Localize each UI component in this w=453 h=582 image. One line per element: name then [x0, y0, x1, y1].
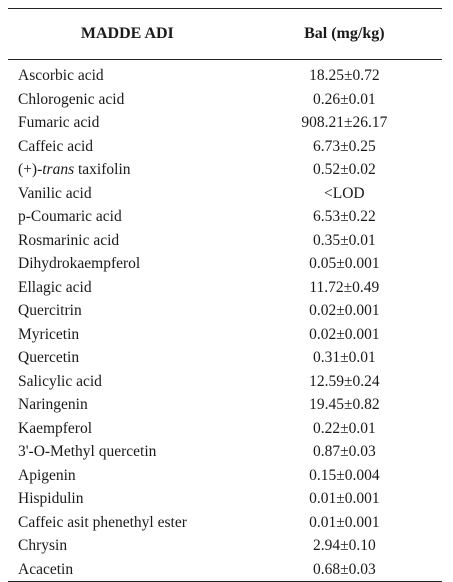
table-row [8, 182, 442, 206]
header-honey-value: Bal (mg/kg) [304, 25, 385, 42]
header-compound-name: MADDE ADI [80, 25, 174, 42]
honey-value-cell: 0.01±0.001 [309, 513, 380, 531]
honey-value-cell: 0.87±0.03 [312, 443, 376, 460]
honey-value-cell: 6.53±0.22 [312, 208, 376, 225]
table-row [8, 346, 442, 370]
honey-value-cell: 0.52±0.02 [312, 161, 376, 178]
table-row [8, 417, 442, 441]
honey-value-cell: 18.25±0.72 [309, 67, 380, 84]
compound-name-cell: Ascorbic acid [18, 67, 104, 84]
table-row [8, 323, 442, 347]
table-row [8, 276, 442, 300]
compound-name-cell: Vanilic acid [18, 184, 92, 202]
data-table-container [8, 8, 442, 582]
honey-value-cell: 0.22±0.01 [312, 419, 376, 437]
compound-name-cell: Chrysin [18, 537, 68, 554]
honey-value-cell: 11.72±0.49 [309, 278, 380, 296]
honey-value-cell: 0.02±0.001 [309, 302, 380, 319]
honey-value-cell: 0.26±0.01 [312, 90, 376, 108]
compound-table-body [8, 60, 442, 581]
honey-value-cell: 12.59±0.24 [309, 372, 380, 390]
table-row [8, 487, 442, 511]
table-row [8, 440, 442, 464]
table-row [8, 229, 442, 253]
table-row [8, 393, 442, 417]
table-row [8, 158, 442, 182]
table-row [8, 534, 442, 558]
table-row [8, 135, 442, 159]
table-row [8, 111, 442, 135]
honey-value-cell: 2.94±0.10 [312, 537, 376, 554]
table-row [8, 88, 442, 112]
honey-value-cell: 0.02±0.001 [309, 325, 380, 343]
honey-value-cell: 0.15±0.004 [309, 466, 380, 484]
table-row [8, 464, 442, 488]
compound-table [8, 9, 442, 59]
compound-name-cell: Myricetin [18, 325, 80, 343]
compound-name-cell: Salicylic acid [18, 372, 102, 390]
table-row [8, 299, 442, 323]
honey-value-cell: 0.05±0.001 [309, 255, 380, 272]
compound-name-cell: Apigenin [18, 466, 76, 484]
compound-name-cell [8, 158, 247, 182]
compound-name-cell: Quercitrin [18, 302, 82, 319]
compound-name-cell: Ellagic acid [18, 278, 92, 296]
compound-name-cell: Chlorogenic acid [18, 90, 125, 108]
compound-name-cell: Naringenin [18, 396, 88, 413]
table-row [8, 205, 442, 229]
table-header-row [8, 9, 442, 59]
honey-value-cell: 0.35±0.01 [312, 231, 376, 249]
honey-value-cell: <LOD [324, 184, 365, 202]
compound-name-cell: Caffeic asit phenethyl ester [18, 513, 187, 531]
compound-name-cell: p-Coumaric acid [18, 208, 122, 225]
table-row [8, 511, 442, 535]
honey-value-cell: 908.21±26.17 [301, 114, 388, 131]
compound-name-cell: Quercetin [18, 349, 80, 366]
compound-name-cell: Hispidulin [18, 490, 84, 507]
compound-name-cell: Fumaric acid [18, 114, 100, 131]
compound-name-cell: Acacetin [18, 560, 74, 578]
compound-name-cell: Rosmarinic acid [18, 231, 120, 249]
table-row [8, 370, 442, 394]
honey-value-cell: 0.31±0.01 [312, 349, 376, 366]
compound-name-cell: Kaempferol [18, 419, 93, 437]
compound-name-cell: Dihydrokaempferol [18, 255, 141, 272]
table-row [8, 252, 442, 276]
table-row [8, 558, 442, 582]
honey-value-cell: 6.73±0.25 [312, 137, 376, 155]
compound-name-cell: Caffeic acid [18, 137, 94, 155]
honey-value-cell: 0.01±0.001 [309, 490, 380, 507]
honey-value-cell: 0.68±0.03 [312, 560, 376, 578]
compound-name-italic: trans [42, 161, 75, 178]
honey-value-cell: 19.45±0.82 [309, 396, 380, 413]
compound-name-prefix: (+)- [18, 161, 43, 178]
compound-name-cell: 3'-O-Methyl quercetin [18, 443, 157, 460]
table-row [8, 64, 442, 88]
compound-name-suffix: taxifolin [74, 161, 131, 178]
